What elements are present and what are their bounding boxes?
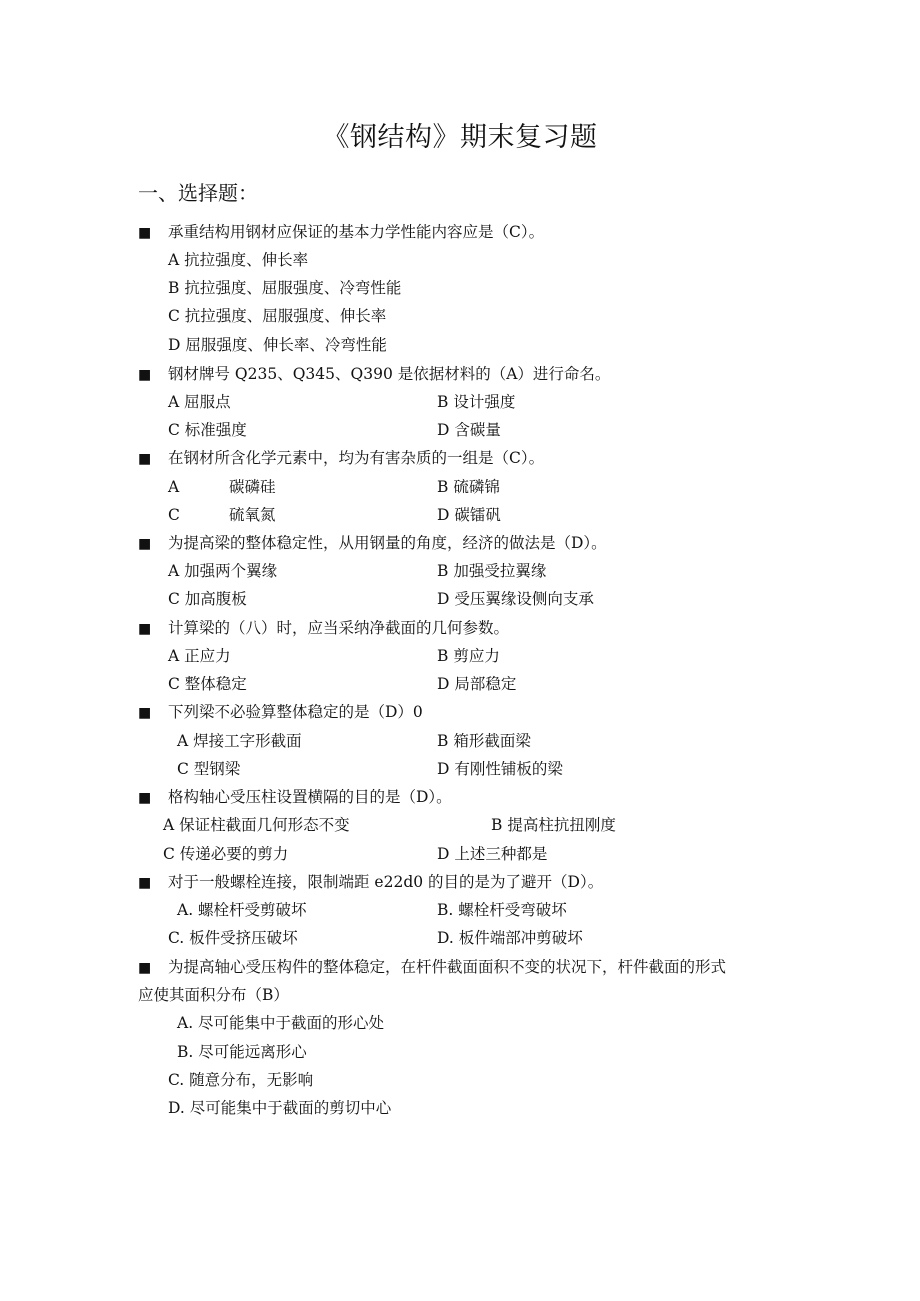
question-8	[138, 870, 603, 895]
question-9	[138, 955, 726, 980]
document-title: 《钢结构》期末复习题	[322, 122, 598, 153]
question-text: 钢材牌号 Q235、Q345、Q390 是依据材料的（A）进行命名。	[168, 365, 611, 383]
option-c: C 整体稳定	[168, 675, 247, 693]
option-a-text: 碳磷硅	[229, 478, 276, 496]
question-1	[138, 220, 544, 245]
option-d: D 碳镭矾	[437, 506, 501, 524]
question-text: 承重结构用钢材应保证的基本力学性能内容应是（C）。	[168, 223, 545, 241]
square-bullet-icon: ■	[138, 875, 152, 891]
question-3	[138, 446, 544, 471]
question-text: 为提高梁的整体稳定性，从用钢量的角度，经济的做法是（D）。	[168, 534, 607, 552]
option-d: D 受压翼缘设侧向支承	[437, 590, 594, 608]
option-a: A. 螺栓杆受剪破坏	[177, 901, 307, 919]
option-a: A 焊接工字形截面	[177, 732, 302, 750]
option-a: A 抗拉强度、伸长率	[168, 251, 309, 269]
section-heading: 一、选择题：	[138, 181, 258, 205]
option-b: B 箱形截面梁	[437, 732, 531, 750]
option-b: B 剪应力	[437, 647, 500, 665]
option-a: A 保证柱截面几何形态不变	[163, 816, 350, 834]
square-bullet-icon: ■	[138, 790, 152, 806]
square-bullet-icon: ■	[138, 621, 152, 637]
question-text: 在钢材所含化学元素中，均为有害杂质的一组是（C）。	[168, 449, 545, 467]
question-5	[138, 616, 509, 641]
option-c: C 抗拉强度、屈服强度、伸长率	[168, 307, 387, 325]
question-7	[138, 785, 452, 810]
option-a: A. 尽可能集中于截面的形心处	[177, 1014, 385, 1032]
option-d: D 屈服强度、伸长率、冷弯性能	[168, 336, 387, 354]
option-a: A 加强两个翼缘	[168, 562, 278, 580]
question-text-line-2: 应使其面积分布（B）	[138, 986, 289, 1004]
option-d: D. 尽可能集中于截面的剪切中心	[168, 1099, 392, 1117]
question-6	[138, 700, 423, 725]
question-text: 对于一般螺栓连接，限制端距 e22d0 的目的是为了避开（D）。	[168, 873, 604, 891]
option-c: C 标准强度	[168, 421, 247, 439]
option-c-text: 硫氧氮	[229, 506, 276, 524]
square-bullet-icon: ■	[138, 367, 152, 383]
square-bullet-icon: ■	[138, 960, 152, 976]
question-2	[138, 362, 610, 387]
option-b: B. 尽可能远离形心	[177, 1043, 307, 1061]
option-c: C 型钢梁	[177, 760, 241, 778]
square-bullet-icon: ■	[138, 225, 152, 241]
option-d: D 有刚性铺板的梁	[437, 760, 563, 778]
option-d: D 局部稳定	[437, 675, 517, 693]
square-bullet-icon: ■	[138, 451, 152, 467]
option-c: C 传递必要的剪力	[163, 845, 289, 863]
option-d: D 上述三种都是	[437, 845, 548, 863]
option-d: D. 板件端部冲剪破坏	[437, 929, 583, 947]
option-b: B 抗拉强度、屈服强度、冷弯性能	[168, 279, 402, 297]
question-text: 格构轴心受压柱设置横隔的目的是（D）。	[168, 788, 452, 806]
question-text-line-1: 为提高轴心受压构件的整体稳定，在杆件截面面积不变的状况下，杆件截面的形式	[168, 958, 727, 976]
option-b: B 硫磷锦	[437, 478, 500, 496]
option-a: A 屈服点	[168, 393, 231, 411]
question-4	[138, 531, 607, 556]
square-bullet-icon: ■	[138, 536, 152, 552]
question-text: 计算梁的（八）时，应当采纳净截面的几何参数。	[168, 619, 510, 637]
option-c-label: C	[168, 506, 180, 524]
option-c: C. 板件受挤压破坏	[168, 929, 298, 947]
option-d: D 含碳量	[437, 421, 501, 439]
option-c: C. 随意分布，无影响	[168, 1071, 314, 1089]
option-a-label: A	[168, 478, 180, 496]
question-text: 下列梁不必验算整体稳定的是（D）0	[168, 703, 423, 721]
option-c: C 加高腹板	[168, 590, 247, 608]
square-bullet-icon: ■	[138, 705, 152, 721]
option-a: A 正应力	[168, 647, 231, 665]
option-b: B 提高柱抗扭刚度	[491, 816, 616, 834]
option-b: B 设计强度	[437, 393, 516, 411]
option-b: B 加强受拉翼缘	[437, 562, 547, 580]
option-b: B. 螺栓杆受弯破坏	[437, 901, 567, 919]
